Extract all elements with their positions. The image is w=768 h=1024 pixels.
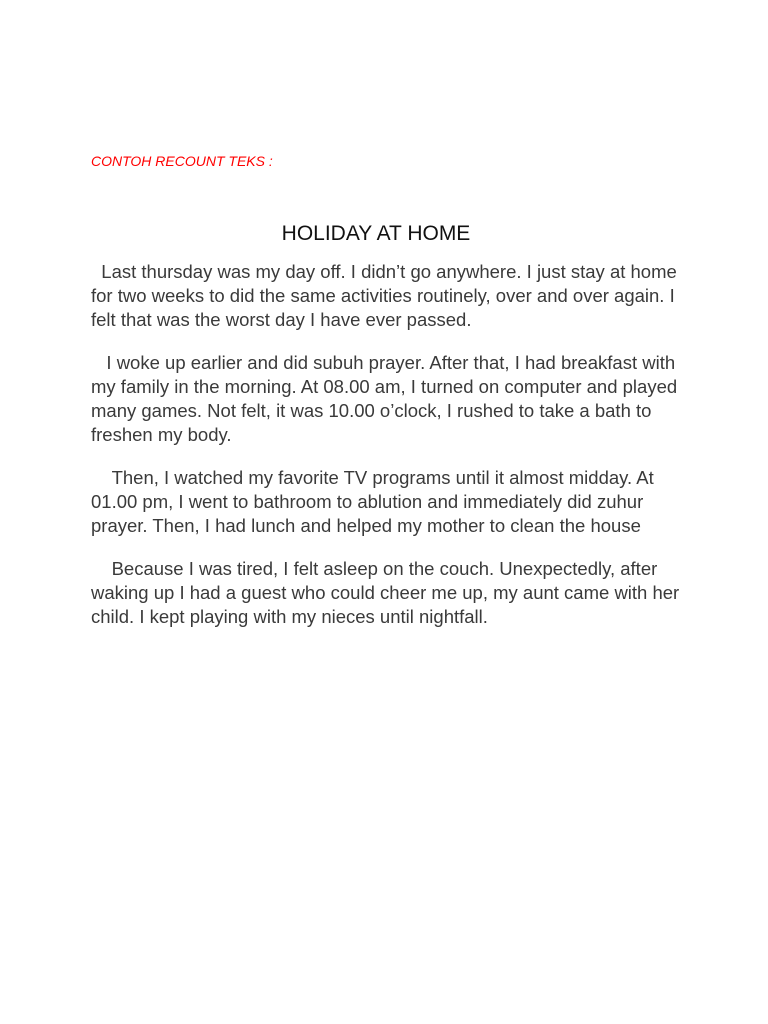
paragraph-1: Last thursday was my day off. I didn’t go anywhere. I just stay at home for two weeks to did the same activities routinely, over and over again. I felt that was the worst day I have ever passed. — [91, 261, 682, 330]
document-label: CONTOH RECOUNT TEKS : — [91, 153, 273, 169]
paragraph-4: Because I was tired, I felt asleep on the couch. Unexpectedly, after waking up I had a guest who could cheer me up, my aunt came with her child. I kept playing with my nieces until nightfall. — [91, 558, 685, 627]
paragraph-3: Then, I watched my favorite TV programs until it almost midday. At 01.00 pm, I went to bathroom to ablution and immediately did zuhur prayer. Then, I had lunch and helped my mother to clean the house — [91, 467, 659, 536]
paragraph-2: I woke up earlier and did subuh prayer. After that, I had breakfast with my family in the morning. At 08.00 am, I turned on computer and played many games. Not felt, it was 10.00 o’clock, I rushed to take a bath to freshen my body. — [91, 352, 683, 445]
document-body — [91, 260, 683, 648]
document-title: HOLIDAY AT HOME — [281, 222, 471, 245]
